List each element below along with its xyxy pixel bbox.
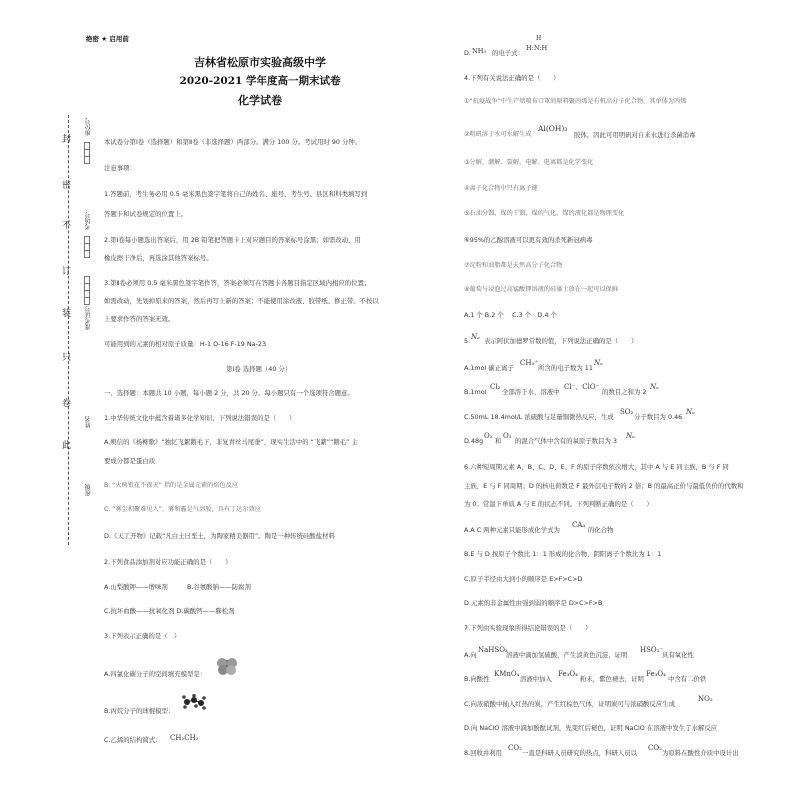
question-6-cont: 主族，E 与 F 同周期；D 的核电荷数是 F 最外层电子数的 2 倍；B 的最高正价与最低负价的代数和 xyxy=(464,482,744,490)
question-5: 5. xyxy=(464,337,471,345)
binding-char: 只 xyxy=(62,353,72,363)
q1-option-a: A.庾信的《杨柳歌》“独忆飞絮鹅毛下，非复青丝马尾垂”，现实生活中的 “飞絮”“鹅毛” 主 xyxy=(104,438,358,446)
note-3-end: 上要求作答的答案无效。 xyxy=(104,315,175,323)
binding-char: 密 xyxy=(62,181,72,191)
binding-char: 卷 xyxy=(62,399,72,409)
q5-option-d-and: 和 xyxy=(495,437,502,445)
q4-item-8: ⑧葡萄与浸泡过高锰酸钾溶液的硅藻土放在一起可以保鲜 xyxy=(464,286,619,293)
seat-number-label: 座位号 xyxy=(85,118,92,136)
q5-option-d-cont: 的混合气体中含有的氧原子数目为 3 xyxy=(515,437,617,445)
q6-option-c: C.原子半径由大到小的顺序是 E>F>C>D xyxy=(464,575,583,583)
q2-options-cd: C.抗坏血酸——抗氧化剂 D.碳酸钙——膨松剂 xyxy=(104,607,235,615)
q4-item-4: ④离子化合物中只有离子键 xyxy=(464,185,538,192)
avogadro-symbol: Nₐ xyxy=(594,359,603,367)
kmno4-formula: KMnO₄ xyxy=(494,670,520,678)
exam-room-boxes xyxy=(84,236,90,258)
seat-number-boxes xyxy=(84,142,90,164)
atomic-masses: 可能用到的元素的相对原子质量：H-1 O-16 F-19 Na-23 xyxy=(104,340,267,348)
electron-dot-formula: H:N:H xyxy=(526,44,548,52)
q1-option-c: C. “雾尘积聚难见人”，雾和霾是气溶胶，具有丁达尔效应 xyxy=(104,506,261,513)
q1-option-b: B. “火树银花不夜天” 指的是金属元素的焰色反应 xyxy=(104,482,239,489)
q5-option-a-cont: 所含的电子数为 11 xyxy=(538,364,593,372)
question-1: 1.中华传统文化中蕴含着诸多化学知识，下列说法错误的是（ ） xyxy=(104,414,296,422)
note-3: 3.第Ⅱ卷必须用 0.5 毫米黑色签字笔作答，答案必须写在答题卡各题目指定区域内相应的位置； xyxy=(104,279,371,287)
q7-option-b-cont: 溶液中加入 xyxy=(520,675,552,683)
cl2-formula: Cl₂ xyxy=(490,383,501,391)
ticket-number-boxes xyxy=(84,276,90,305)
co2-formula: CO₂ xyxy=(648,744,662,752)
notes-title: 注意事项： xyxy=(104,164,136,172)
q5-option-a: A.1mol 碳正离子 xyxy=(464,364,514,372)
q4-item-3: ③分解、潮解、裂解、电解、电离都是化学变化 xyxy=(464,159,594,166)
q3-option-d-text: 的电子式： xyxy=(492,49,524,57)
co2-formula: CO₂ xyxy=(508,744,522,752)
q7-option-a: A.向 xyxy=(464,651,477,659)
question-5-text: 表示阿伏加德罗常数的值，下列说法正确的是（ ） xyxy=(484,337,638,345)
q4-item-2: ②明矾溶于水可水解生成 xyxy=(464,131,532,138)
ccl4-space-filling-model xyxy=(216,656,238,676)
binding-char: 封 xyxy=(62,135,72,145)
note-3-cont: 如需改动，先划掉原来的答案，然后再写上新的答案；不能使用涂改液、胶带纸、修正带。不按以 xyxy=(104,297,379,305)
ethylene-formula: CH₂CH₂ xyxy=(170,734,199,742)
avogadro-symbol: Nₐ xyxy=(686,408,695,416)
aloh3-formula: Al(OH)₃ xyxy=(538,124,568,133)
q5-option-c: C.50mL 18.4mol/L 浓硫酸与足量铜微热反应，生成 xyxy=(464,413,614,421)
nh3-formula: NH₃ xyxy=(472,47,486,55)
avogadro-symbol: Nₐ xyxy=(626,432,635,440)
confidential-tag: 绝密 ★ 启用前 xyxy=(86,35,129,43)
so2-formula: SO₂ xyxy=(620,408,634,416)
section-1-heading: 一、选择题：本题共 10 小题，每小题 2 分，共 20 分。每小题只有一个选项符合题意。 xyxy=(104,389,354,397)
binding-char: 此 xyxy=(62,441,72,451)
q5-option-d: D.48g xyxy=(464,437,484,445)
q4-item-5: ⑤石油分馏、煤的干馏、煤的气化、煤的液化都是物理变化 xyxy=(464,210,625,217)
q7-option-b-end: 中含有二价铁 xyxy=(668,675,707,683)
name-label: 姓名 xyxy=(85,416,92,428)
q5-option-c-cont: 分子数目为 0.46 xyxy=(634,413,683,421)
avogadro-symbol: Nₐ xyxy=(650,383,659,391)
question-2: 2.下列食品添加剂对应功能正确的是（ ） xyxy=(104,558,232,566)
question-8: 8.回收并利用 xyxy=(464,749,503,757)
school-title: 吉林省松原市实验高级中学 xyxy=(194,56,326,69)
fe3o4-formula: Fe₃O₄ xyxy=(646,670,666,678)
q6-option-d: D.元素的非金属性由强到弱的顺序是 D>C>F>B xyxy=(464,599,603,607)
propane-ball-stick-model xyxy=(182,694,206,710)
o3-formula: O₃ xyxy=(503,432,512,440)
q6-option-b: B.E 与 D 按原子个数比 1：1 形成的化合物，阴阳离子个数比为 1：1 xyxy=(464,550,662,558)
subject-title: 化学试卷 xyxy=(238,94,282,107)
q3-option-c: C.乙烯的结构简式： xyxy=(104,736,162,744)
question-6-end: 为 0；常温下单质 A 与 E 的状态不同。下列判断正确的是（ ） xyxy=(464,500,653,508)
q6-option-a-cont: 的化合物 xyxy=(588,526,614,534)
binding-char: 订 xyxy=(62,267,72,277)
q1-option-d: D.《天工开物》记载“凡白土曰垩土，为陶家精美器用”。陶是一种传统硅酸盐材料 xyxy=(104,532,335,540)
question-8-end: 为原料在酸性介质中设计出 xyxy=(662,749,739,757)
note-2-cont: 橡皮擦干净后，再选涂其他答案标号。 xyxy=(104,254,213,262)
q2-options-ab: A.山梨酸钾——增味剂 B.谷氨酸钠——防腐剂 xyxy=(104,583,251,591)
no2-formula: NO₂ xyxy=(698,695,713,703)
avogadro-symbol: Nₐ xyxy=(471,333,480,341)
q4-options: A.1 个 B.2 个 C.3 个 D.4 个 xyxy=(464,311,557,319)
question-4: 4.下列有关说法正确的是（ ） xyxy=(464,74,560,82)
q5-option-b-cont: 全部溶于水，溶液中 xyxy=(502,388,560,396)
q3-option-a: A.四氯化碳分子的空间填充模型是： xyxy=(104,670,207,678)
note-1-cont: 答题卡和试卷规定的位置上。 xyxy=(104,210,188,218)
q4-item-7: ⑦淀粉和油脂都是天然高分子化合物 xyxy=(464,262,563,269)
exam-room-label: 考场号 xyxy=(85,212,92,230)
q3-option-b: B.丙烷分子的球棍模型： xyxy=(104,707,175,715)
binding-char: 装 xyxy=(62,309,72,319)
bisulfite-formula: HSO₃⁻ xyxy=(640,646,664,654)
binding-char: 不 xyxy=(62,221,72,231)
class-label: 班级 xyxy=(85,484,92,496)
q4-item-6: ⑥95%的乙醇溶液可以更有效的杀死新冠病毒 xyxy=(464,236,593,244)
nahso3-formula: NaHSO₃ xyxy=(478,646,508,654)
q7-option-d: D.向 NaClO 溶液中滴加酚酞试剂，先变红后褪色，证明 NaClO 在溶液中发生了水解反应 xyxy=(464,724,718,732)
ca4-formula: CA₄ xyxy=(572,521,586,529)
question-3: 3.下列表示正确的是（ ） xyxy=(104,632,181,640)
q7-option-a-cont: 溶液中滴加氢硫酸，产生淡黄色沉淀，证明 xyxy=(506,651,628,659)
question-7: 7.下列由实验现象所得结论错误的是（ ） xyxy=(464,624,592,632)
exam-title: 2020-2021 学年度高一期末试卷 xyxy=(179,75,341,87)
ch3-cation-formula: CH₃⁺ xyxy=(520,359,538,367)
q7-option-a-end: 具有氧化性 xyxy=(662,651,694,659)
q3-option-d: D. xyxy=(464,49,471,57)
q4-item-1: ①“抗疫战争”中生产熔喷布口罩的原料聚丙烯是有机高分子化合物，其单体为丙烯 xyxy=(464,98,687,105)
q5-option-b: B.1mol xyxy=(464,388,487,396)
chloride-hypochlorite-formula: Cl⁻、ClO⁻ xyxy=(564,383,600,391)
question-6: 6.六种短周期元素 A、B、C、D、E、F 的原子序数依次增大，其中 A 与 E 同主族，B 与 F 同 xyxy=(464,463,729,471)
electron-dot-h: H xyxy=(536,35,542,42)
intro-text: 本试卷分第Ⅰ卷（选择题）和第Ⅱ卷（非选择题）两部分。满分 100 分。考试用时 90 分钟。 xyxy=(104,138,362,146)
q5-option-b-end: 的数目之和为 2 xyxy=(602,388,647,396)
q7-option-c: C.向浓硝酸中插入红热的炭，产生红棕色气体，证明炭可与浓硝酸反应生成 xyxy=(464,700,675,708)
note-2: 2.第Ⅰ卷每小题选出答案后，用 2B 铅笔把答题卡上对应题目的答案标号涂黑；如需改动，用 xyxy=(104,236,361,244)
ticket-number-label: 准考证号 xyxy=(85,306,92,330)
part-1-heading: 第Ⅰ卷 选择题（40 分） xyxy=(226,365,292,373)
question-8-cont: 一直是科研人员研究的热点，科研人员以 xyxy=(522,749,638,757)
q4-item-2-cont: 胶体，因此可用明矾对自来水进行杀菌消毒 xyxy=(574,131,696,139)
q6-option-a: A.A C 两种元素只能形成化学式为 xyxy=(464,526,560,534)
q7-option-b: B.向酸性 xyxy=(464,675,490,683)
fe3o4-formula: Fe₃O₄ xyxy=(558,670,578,678)
o2-formula: O₂ xyxy=(484,432,493,440)
note-1: 1.答题前，考生务必用 0.5 毫米黑色签字笔将自己的姓名、座号、考生号、县区和科类填写到 xyxy=(104,190,368,198)
q1-option-a-cont: 要成分都是蛋白质 xyxy=(104,457,156,465)
q7-option-b-mid: 粉末，紫色褪去，证明 xyxy=(580,675,644,683)
